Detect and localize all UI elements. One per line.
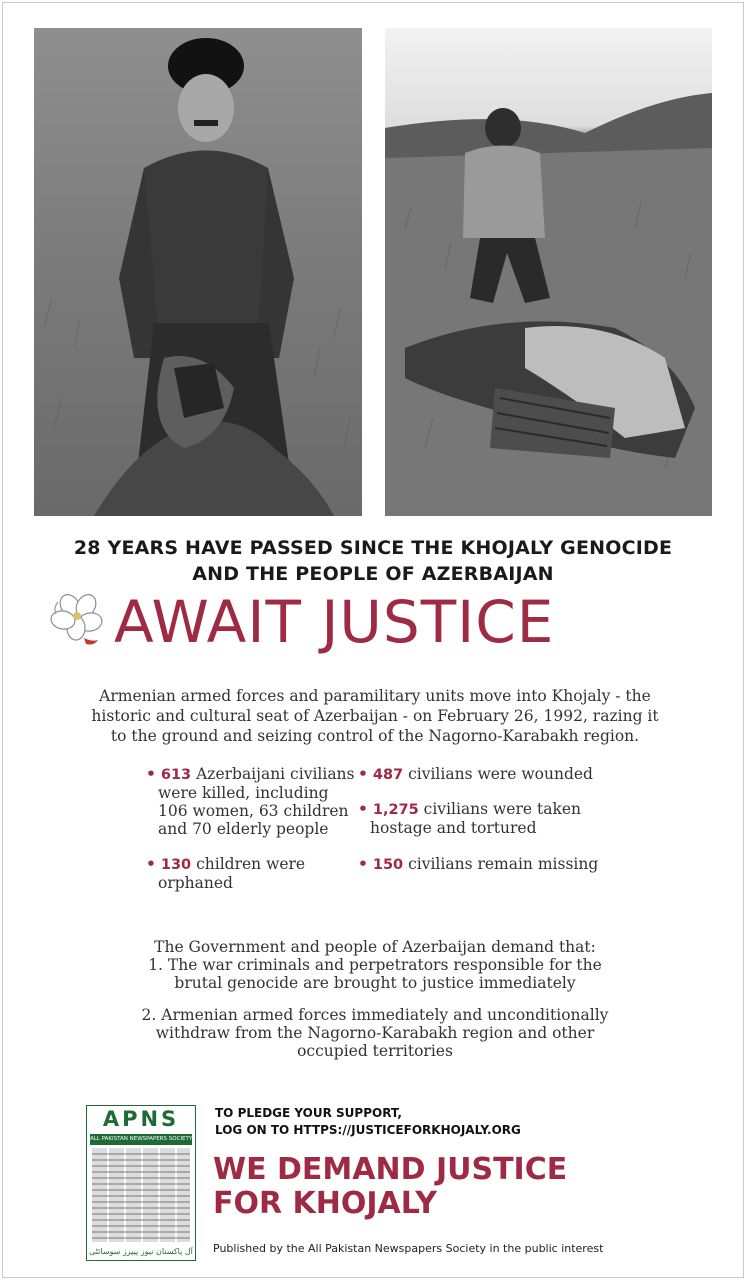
man-dragging-body-photo — [34, 28, 362, 516]
stat-text: hostage and tortured — [370, 819, 537, 837]
flower-icon — [50, 588, 104, 650]
demand-1-line-2: brutal genocide are brought to justice immediately — [174, 974, 576, 992]
demands-intro: The Government and people of Azerbaijan demand that: — [154, 938, 596, 956]
apns-logo — [86, 1105, 196, 1261]
pledge-line-2: LOG ON TO HTTPS://JUSTICEFORKHOJALY.ORG — [215, 1123, 521, 1137]
stat-orphaned — [146, 855, 305, 892]
demand-2-line-3: occupied territories — [297, 1042, 453, 1060]
intro-paragraph — [80, 686, 670, 746]
await-justice-title: AWAIT JUSTICE — [114, 588, 555, 656]
headline-line-1: 28 YEARS HAVE PASSED SINCE THE KHOJALY GENOCIDE — [73, 537, 673, 559]
stat-text: 106 women, 63 children — [158, 802, 349, 820]
stat-text: and 70 elderly people — [158, 820, 329, 838]
headline — [0, 535, 746, 587]
demand-2-line-2: withdraw from the Nagorno-Karabakh region and other — [155, 1024, 595, 1042]
bullet-icon: • — [146, 765, 156, 783]
stat-text: were killed, including — [158, 784, 329, 802]
stat-text: children were — [196, 855, 306, 873]
demands-block — [80, 938, 670, 1060]
stat-text: orphaned — [158, 874, 233, 892]
cta-line-2: FOR KHOJALY — [213, 1186, 437, 1221]
stat-text: civilians remain missing — [408, 855, 599, 873]
intro-line-2: historic and cultural seat of Azerbaijan - on February 26, 1992, razing it — [91, 707, 659, 725]
apns-title: APNS — [102, 1107, 180, 1131]
bullet-icon: • — [358, 765, 368, 783]
demand-1-line-1: 1. The war criminals and perpetrators responsible for the — [148, 956, 602, 974]
stat-hostage — [358, 800, 581, 837]
stat-killed — [146, 765, 355, 838]
bullet-icon: • — [146, 855, 156, 873]
bullet-icon: • — [358, 855, 368, 873]
stat-number: 130 — [160, 857, 192, 873]
pledge-text — [215, 1105, 521, 1139]
stat-number: 150 — [372, 857, 404, 873]
pledge-line-1: TO PLEDGE YOUR SUPPORT, — [215, 1106, 402, 1120]
stat-missing — [358, 855, 598, 874]
stat-text: civilians were taken — [423, 800, 582, 818]
apns-urdu-name: آل پاکستان نیوز پیپرز سوسائٹی — [89, 1247, 193, 1256]
headline-line-2: AND THE PEOPLE OF AZERBAIJAN — [192, 563, 554, 585]
stat-text: Azerbaijani civilians — [196, 765, 355, 783]
stat-number: 613 — [160, 767, 192, 783]
published-by: Published by the All Pakistan Newspapers Society in the public interest — [213, 1242, 604, 1255]
stat-number: 1,275 — [372, 802, 419, 818]
cta-line-1: WE DEMAND JUSTICE — [213, 1152, 568, 1187]
cta-heading — [213, 1153, 653, 1221]
bullet-icon: • — [358, 800, 368, 818]
intro-line-1: Armenian armed forces and paramilitary units move into Khojaly - the — [99, 687, 651, 705]
stat-text: civilians were wounded — [408, 765, 593, 783]
apns-subtitle: ALL PAKISTAN NEWSPAPERS SOCIETY — [90, 1134, 192, 1145]
intro-line-3: to the ground and seizing control of the Nagorno-Karabakh region. — [110, 727, 640, 745]
photographer-over-body-photo — [385, 28, 712, 516]
stat-number: 487 — [372, 767, 404, 783]
demand-2-line-1: 2. Armenian armed forces immediately and unconditionally — [141, 1006, 609, 1024]
newspaper-columns-icon — [92, 1148, 190, 1242]
stat-wounded — [358, 765, 593, 784]
